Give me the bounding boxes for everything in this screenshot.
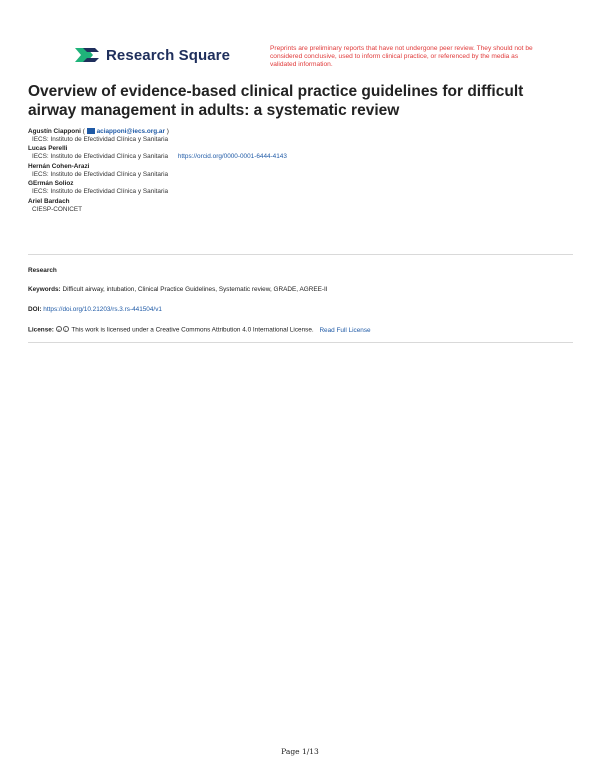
cc-icons — [56, 326, 70, 334]
divider — [28, 342, 573, 343]
paper-title: Overview of evidence-based clinical practice guidelines for difficult airway management in adults: a systematic review — [28, 83, 524, 119]
license-text: This work is licensed under a Creative Commons Attribution 4.0 International License. — [71, 326, 314, 334]
orcid-link[interactable]: https://orcid.org/0000-0001-6444-4143 — [177, 153, 287, 161]
author-entry — [28, 198, 573, 213]
read-full-license-link[interactable]: Read Full License — [319, 326, 371, 334]
doi-label: DOI: — [28, 306, 42, 313]
license-label: License: — [28, 326, 54, 334]
preprint-notice: Preprints are preliminary reports that have not undergone peer review. They should not be considered conclusive, used to inform clinical practice, or referenced by the media as validated information. — [270, 45, 533, 68]
author-entry — [28, 163, 573, 178]
mail-icon — [87, 128, 95, 135]
author-affiliation: IECS: Instituto de Efectividad Clínica y Sanitaria — [32, 153, 169, 161]
article-type-label: Research — [28, 267, 57, 274]
author-affiliation: CIESP-CONICET — [32, 205, 83, 213]
author-list — [28, 128, 573, 215]
doi-row — [28, 306, 573, 314]
page-number: Page 1/13 — [281, 747, 319, 756]
author-affiliation: IECS: Instituto de Efectividad Clínica y Sanitaria — [32, 135, 169, 143]
author-email-link[interactable]: aciapponi@iecs.org.ar — [96, 128, 165, 135]
author-entry — [28, 180, 573, 195]
research-square-logo[interactable] — [74, 46, 230, 64]
author-name: Hernán Cohen-Arazi — [28, 162, 90, 170]
author-name: GErmán Solioz — [28, 180, 74, 188]
cc-icon: c — [57, 326, 60, 332]
license-row — [28, 326, 573, 335]
author-entry — [28, 128, 573, 143]
cc-by-icon: i — [63, 326, 69, 332]
author-affiliation: IECS: Instituto de Efectividad Clínica y Sanitaria — [32, 170, 169, 178]
author-entry — [28, 145, 573, 160]
keywords-value: Difficult airway, intubation, Clinical Practice Guidelines, Systematic review, GRADE, AGREE-II — [62, 286, 328, 293]
logo-text: Research Square — [106, 46, 231, 64]
email-paren-close: ) — [164, 128, 169, 135]
doi-link[interactable]: https://doi.org/10.21203/rs.3.rs-441504/v1 — [43, 306, 162, 313]
email-paren-open: ( — [82, 128, 87, 135]
article-type — [28, 267, 573, 275]
author-name: Ariel Bardach — [28, 197, 70, 205]
author-affiliation: IECS: Instituto de Efectividad Clínica y Sanitaria — [32, 188, 169, 196]
author-name: Agustín Ciapponi — [28, 128, 81, 135]
author-name: Lucas Perelli — [28, 145, 68, 153]
author-affiliation-row — [28, 153, 573, 161]
research-square-logo-icon — [74, 46, 100, 64]
keywords-row — [28, 286, 573, 294]
keywords-label: Keywords: — [28, 286, 61, 293]
divider — [28, 254, 573, 255]
